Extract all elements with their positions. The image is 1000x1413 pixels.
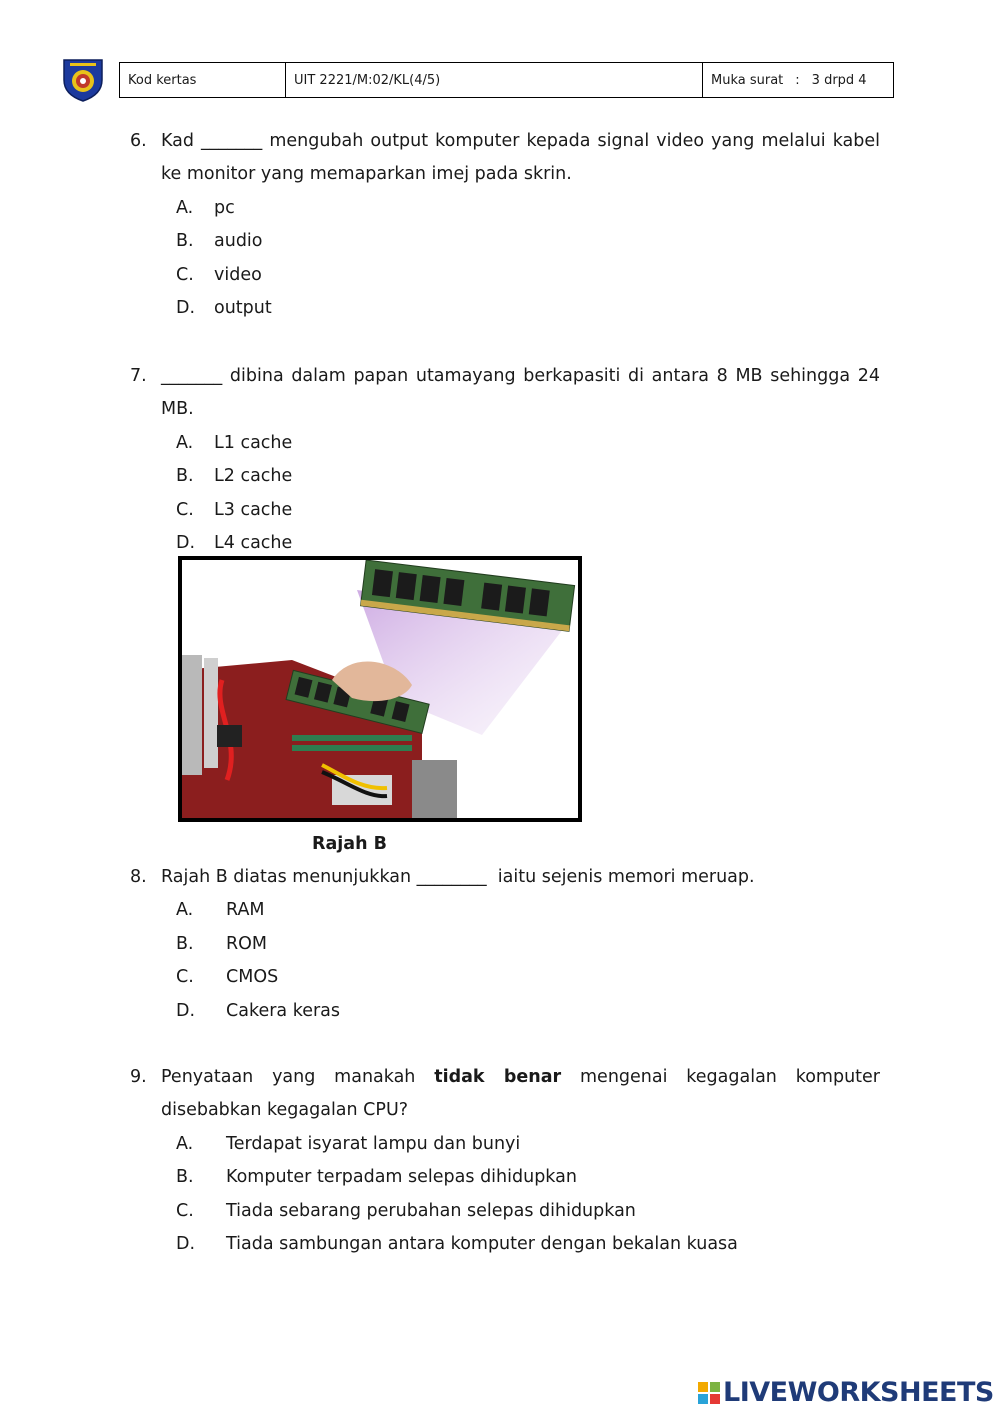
question-stem: Kad _______ mengubah output komputer kepada signal video yang melalui kabel ke monitor yang memaparkan imej pada skrin. [161, 131, 880, 185]
option-list [176, 192, 880, 326]
question-stem-emphasis: tidak benar [434, 1067, 562, 1087]
option-text: ROM [226, 933, 268, 954]
question-stem-start: Penyataan yang manakah [161, 1067, 435, 1087]
header-page-value: 3 drpd 4 [811, 72, 867, 88]
option-letter: C. [176, 499, 194, 520]
option-a[interactable] [176, 192, 880, 225]
option-c[interactable] [176, 961, 880, 994]
option-letter: A. [176, 197, 194, 218]
question-stem: _______ dibina dalam papan utamayang berkapasiti di antara 8 MB sehingga 24 MB. [161, 366, 880, 420]
option-text: L3 cache [214, 499, 293, 520]
option-text: L4 cache [214, 532, 293, 553]
option-d[interactable] [176, 995, 880, 1028]
question-7 [130, 360, 880, 560]
liveworksheets-brand[interactable] [698, 1377, 994, 1408]
header-page-separator: : [795, 72, 800, 88]
question-stem-end: mengenai kegagalan komputer disebabkan kegagalan CPU? [161, 1067, 880, 1121]
question-number: 9. [130, 1067, 147, 1087]
option-text: output [214, 297, 272, 318]
option-b[interactable] [176, 928, 880, 961]
brand-text: LIVEWORKSHEETS [723, 1377, 994, 1408]
option-d[interactable] [176, 292, 880, 325]
option-list [176, 427, 880, 561]
figure-caption: Rajah B [312, 834, 387, 854]
option-a[interactable] [176, 1128, 880, 1161]
option-a[interactable] [176, 427, 880, 460]
option-letter: C. [176, 1200, 194, 1221]
option-text: CMOS [226, 967, 279, 988]
option-b[interactable] [176, 1161, 880, 1194]
option-text: L1 cache [214, 432, 293, 453]
question-9 [130, 1061, 880, 1261]
option-text: Cakera keras [226, 1000, 341, 1021]
institution-logo-icon [60, 56, 106, 102]
ram-figure [178, 556, 582, 822]
question-number: 8. [130, 867, 147, 887]
option-letter: A. [176, 432, 194, 453]
option-letter: D. [176, 1233, 196, 1254]
header-kod-value: UIT 2221/M:02/KL(4/5) [286, 63, 703, 97]
option-list [176, 1128, 880, 1262]
option-letter: B. [176, 933, 194, 954]
option-text: Komputer terpadam selepas dihidupkan [226, 1167, 577, 1188]
option-text: RAM [226, 900, 265, 921]
option-c[interactable] [176, 1195, 880, 1228]
option-letter: A. [176, 1133, 194, 1154]
header-page-label: Muka surat [711, 72, 784, 88]
option-text: audio [214, 231, 263, 252]
option-letter: A. [176, 900, 194, 921]
option-letter: B. [176, 466, 194, 487]
option-b[interactable] [176, 460, 880, 493]
option-letter: D. [176, 1000, 196, 1021]
liveworksheets-logo-icon [698, 1382, 720, 1404]
question-6 [130, 125, 880, 325]
option-c[interactable] [176, 259, 880, 292]
question-number: 7. [130, 366, 147, 386]
header-kod-label: Kod kertas [120, 63, 286, 97]
option-text: Tiada sambungan antara komputer dengan bekalan kuasa [226, 1233, 738, 1254]
header-page-cell [703, 63, 893, 97]
option-a[interactable] [176, 894, 880, 927]
question-number: 6. [130, 131, 147, 151]
option-b[interactable] [176, 225, 880, 258]
option-letter: D. [176, 297, 196, 318]
option-letter: D. [176, 532, 196, 553]
ram-illustration-icon [182, 560, 578, 818]
question-stem [161, 1061, 880, 1128]
option-text: Terdapat isyarat lampu dan bunyi [226, 1133, 521, 1154]
option-c[interactable] [176, 494, 880, 527]
option-letter: C. [176, 967, 194, 988]
option-letter: B. [176, 231, 194, 252]
option-letter: C. [176, 264, 194, 285]
option-text: video [214, 264, 262, 285]
option-list [176, 894, 880, 1028]
header-table [119, 62, 894, 98]
option-letter: B. [176, 1167, 194, 1188]
option-text: pc [214, 197, 235, 218]
option-text: Tiada sebarang perubahan selepas dihidupkan [226, 1200, 636, 1221]
question-8 [130, 861, 880, 1028]
option-d[interactable] [176, 1228, 880, 1261]
option-text: L2 cache [214, 466, 293, 487]
question-stem: Rajah B diatas menunjukkan ________ iaitu sejenis memori meruap. [161, 867, 755, 887]
